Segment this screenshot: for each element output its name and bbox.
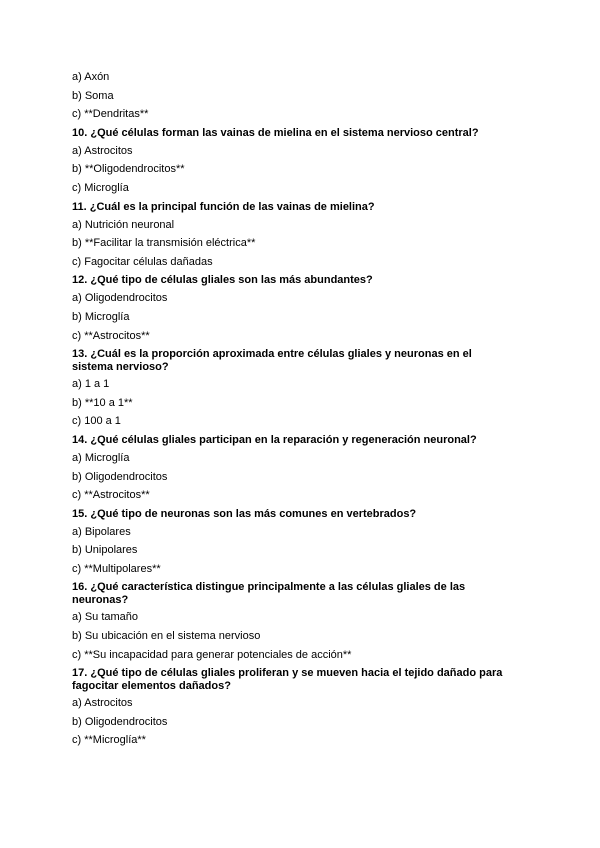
option-17-b: b) Oligodendrocitos	[72, 715, 168, 728]
question-16: 16. ¿Qué característica distingue principalmente a las células gliales de las neuronas?	[72, 581, 466, 607]
option-13-a: a) 1 a 1	[72, 378, 110, 391]
option-10-b: b) **Oligodendrocitos**	[72, 163, 185, 176]
option-prev-b: b) Soma	[72, 89, 114, 102]
quiz-content	[72, 71, 512, 753]
option-prev-a: a) Axón	[72, 71, 110, 83]
option-17-a: a) Astrocitos	[72, 697, 133, 710]
option-11-b: b) **Facilitar la transmisión eléctrica**	[72, 237, 256, 250]
option-15-a: a) Bipolares	[72, 525, 131, 538]
question-10: 10. ¿Qué células forman las vainas de mielina en el sistema nervioso central?	[72, 126, 479, 139]
question-12: 12. ¿Qué tipo de células gliales son las más abundantes?	[72, 274, 373, 287]
question-17: 17. ¿Qué tipo de células gliales proliferan y se mueven hacia el tejido dañado para fagocitar elementos dañados?	[72, 667, 503, 693]
option-16-c: c) **Su incapacidad para generar potenciales de acción**	[72, 648, 352, 661]
option-12-b: b) Microglía	[72, 310, 130, 323]
option-14-b: b) Oligodendrocitos	[72, 470, 168, 483]
option-14-c: c) **Astrocitos**	[72, 489, 150, 502]
question-15: 15. ¿Qué tipo de neuronas son las más comunes en vertebrados?	[72, 507, 417, 520]
option-15-b: b) Unipolares	[72, 544, 138, 557]
option-prev-c: c) **Dendritas**	[72, 108, 149, 121]
option-17-c: c) **Microglía**	[72, 734, 146, 747]
option-10-a: a) Astrocitos	[72, 144, 133, 157]
option-11-c: c) Fagocitar células dañadas	[72, 255, 213, 268]
option-13-c: c) 100 a 1	[72, 415, 121, 428]
question-13: 13. ¿Cuál es la proporción aproximada entre células gliales y neuronas en el sistema nervioso?	[72, 348, 472, 374]
option-15-c: c) **Multipolares**	[72, 562, 161, 575]
option-16-b: b) Su ubicación en el sistema nervioso	[72, 630, 261, 643]
question-14: 14. ¿Qué células gliales participan en la reparación y regeneración neuronal?	[72, 433, 477, 446]
question-11: 11. ¿Cuál es la principal función de las vainas de mielina?	[72, 200, 375, 213]
option-12-a: a) Oligodendrocitos	[72, 292, 168, 305]
option-14-a: a) Microglía	[72, 451, 130, 464]
option-16-a: a) Su tamaño	[72, 611, 139, 624]
option-13-b: b) **10 a 1**	[72, 396, 133, 409]
option-12-c: c) **Astrocitos**	[72, 329, 150, 342]
option-10-c: c) Microglía	[72, 181, 129, 194]
option-11-a: a) Nutrición neuronal	[72, 218, 175, 231]
